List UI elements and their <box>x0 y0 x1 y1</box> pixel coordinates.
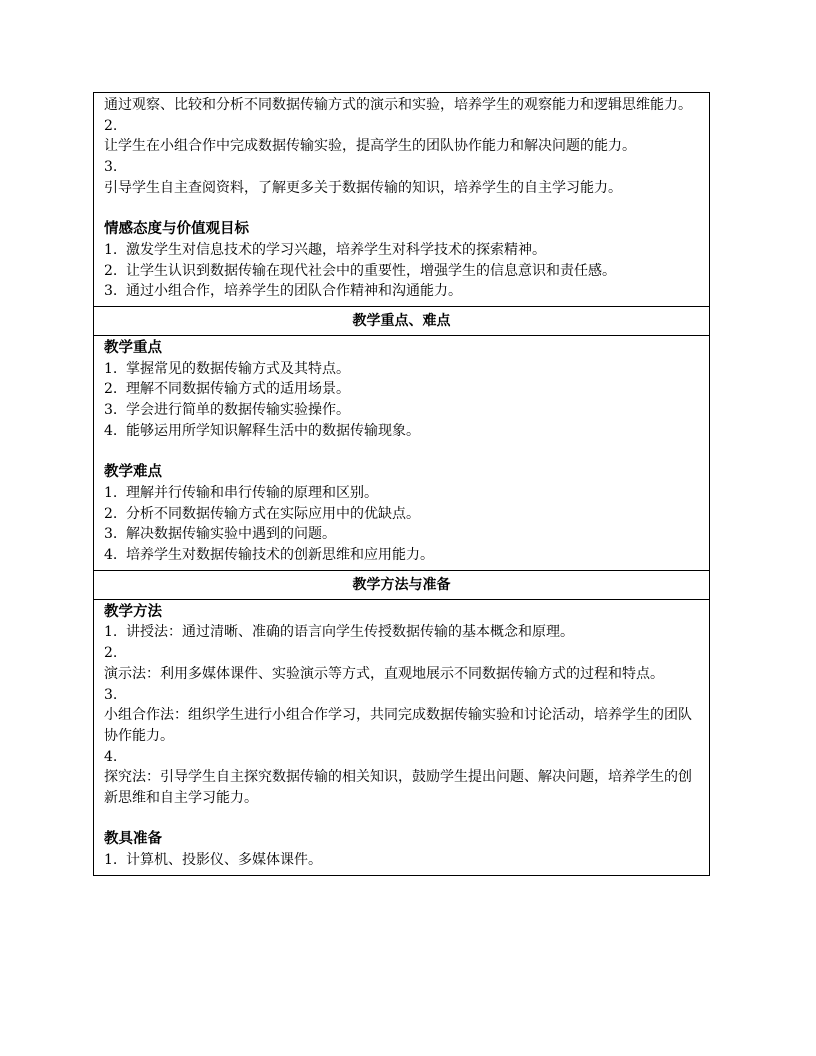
focus-item-1-text: 掌握常见的数据传输方式及其特点。 <box>126 360 350 377</box>
key-points-header: 教学重点、难点 <box>94 306 709 335</box>
emotion-item-1-num: 1. <box>104 241 118 258</box>
focus-item-3-text: 学会进行简单的数据传输实验操作。 <box>126 402 350 419</box>
difficulty-item-1-num: 1. <box>104 484 118 501</box>
process-item-2-num: 2. <box>104 117 118 134</box>
emotion-item-3 <box>104 281 699 302</box>
tools-item-1 <box>104 850 699 871</box>
difficulty-item-3-text: 解决数据传输实验中遇到的问题。 <box>126 526 336 543</box>
difficulty-item-1 <box>104 483 699 504</box>
focus-item-4-text: 能够运用所学知识解释生活中的数据传输现象。 <box>126 422 420 439</box>
emotion-item-2 <box>104 261 699 282</box>
methods-heading: 教学方法 <box>104 602 162 620</box>
method-item-3-num: 3. <box>104 686 118 703</box>
method-item-2-num: 2. <box>104 645 118 662</box>
emotion-item-2-text: 让学生认识到数据传输在现代社会中的重要性，增强学生的信息意识和责任感。 <box>126 262 616 279</box>
difficulty-item-3 <box>104 524 699 545</box>
key-points-cell <box>94 335 709 570</box>
emotion-item-2-num: 2. <box>104 262 118 279</box>
method-item-1-num: 1. <box>104 624 118 641</box>
focus-item-3 <box>104 400 699 421</box>
focus-item-2 <box>104 379 699 400</box>
methods-cell <box>94 599 709 875</box>
difficulty-heading: 教学难点 <box>104 463 162 481</box>
difficulty-item-4-text: 培养学生对数据传输技术的创新思维和应用能力。 <box>126 547 434 564</box>
process-item-3-text: 引导学生自主查阅资料，了解更多关于数据传输的知识，培养学生的自主学习能力。 <box>104 179 622 196</box>
focus-item-3-num: 3. <box>104 402 118 419</box>
difficulty-item-2 <box>104 504 699 525</box>
spacer <box>104 442 699 463</box>
method-item-1-text: 讲授法：通过清晰、准确的语言向学生传授数据传输的基本概念和原理。 <box>126 624 574 641</box>
focus-item-2-num: 2. <box>104 381 118 398</box>
emotion-item-3-num: 3. <box>104 283 118 300</box>
difficulty-item-2-text: 分析不同数据传输方式在实际应用中的优缺点。 <box>126 505 420 522</box>
lesson-plan-table <box>93 92 710 876</box>
difficulty-item-2-num: 2. <box>104 505 118 522</box>
tools-item-1-num: 1. <box>104 852 118 869</box>
process-item-1-text: 通过观察、比较和分析不同数据传输方式的演示和实验，培养学生的观察能力和逻辑思维能力。 <box>104 97 692 113</box>
difficulty-item-3-num: 3. <box>104 526 118 543</box>
focus-item-1 <box>104 359 699 380</box>
emotion-item-3-text: 通过小组合作，培养学生的团队合作精神和沟通能力。 <box>126 283 462 300</box>
focus-heading: 教学重点 <box>104 339 162 357</box>
method-item-3-text: 小组合作法：组织学生进行小组合作学习，共同完成数据传输实验和讨论活动，培养学生的团队协作能力。 <box>104 707 692 744</box>
method-item-4-text: 探究法：引导学生自主探究数据传输的相关知识，鼓励学生提出问题、解决问题，培养学生的创新思维和自主学习能力。 <box>104 769 692 807</box>
tools-heading: 教具准备 <box>104 830 162 848</box>
focus-item-2-text: 理解不同数据传输方式的适用场景。 <box>126 381 350 398</box>
emotion-item-1 <box>104 240 699 261</box>
process-item-3-num: 3. <box>104 159 118 176</box>
emotion-item-1-text: 激发学生对信息技术的学习兴趣，培养学生对科学技术的探索精神。 <box>126 241 546 258</box>
emotion-heading: 情感态度与价值观目标 <box>104 220 249 238</box>
process-item-2-text: 让学生在小组合作中完成数据传输实验，提高学生的团队协作能力和解决问题的能力。 <box>104 138 636 155</box>
spacer <box>104 199 699 220</box>
difficulty-item-1-text: 理解并行传输和串行传输的原理和区别。 <box>126 484 378 501</box>
method-item-2-text: 演示法：利用多媒体课件、实验演示等方式，直观地展示不同数据传输方式的过程和特点。 <box>104 665 664 682</box>
difficulty-item-4-num: 4. <box>104 547 118 564</box>
focus-item-4-num: 4. <box>104 422 118 439</box>
difficulty-item-4 <box>104 545 699 566</box>
focus-item-4 <box>104 421 699 442</box>
method-item-1 <box>104 622 699 643</box>
spacer <box>104 809 699 830</box>
methods-header: 教学方法与准备 <box>94 570 709 599</box>
focus-item-1-num: 1. <box>104 360 118 377</box>
tools-item-1-text: 计算机、投影仪、多媒体课件。 <box>126 852 322 869</box>
objectives-cell <box>94 93 709 306</box>
method-item-4-num: 4. <box>104 748 118 765</box>
